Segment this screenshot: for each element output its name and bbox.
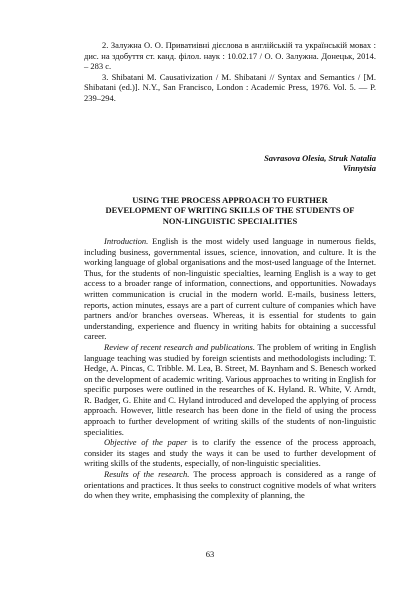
page-content <box>84 40 376 501</box>
paragraph-review <box>84 342 376 437</box>
title-line: DEVELOPMENT OF WRITING SKILLS OF THE STUDENTS OF <box>105 205 355 216</box>
page-number: 63 <box>205 549 215 559</box>
paragraph-text: English is the most widely used language in numerous fields, including business, governmental issues, science, innovation, and culture. It is the working language of global organisations and the most-used language of the Internet. Thus, for the students of non-linguistic specialties, learning English is a way to get access to a broader range of information, connections, and opportunities. Nowadays written communication is crucial in the modern world. E-mails, business letters, reports, action minutes, essays are a part of current culture of companies which have partners and/or branches overseas. Whereas, it is essential for students to gain understanding, experience and fluency in writing habits for obtaining a successful career. <box>84 235 376 342</box>
paragraph-text: The problem of writing in English language teaching was studied by foreign scientists and methodologists including: T. Hedge, A. Pincas, C. Tribble. M. Lea, B. Street, M. Baynham and S. Benesch worked on the development of academic writing. Various approaches to writing in English for specific purposes were outlined in the researches of K. Hyland. R. White, V. Arndt, R. Badger, G. Ehite and C. Hyland introduced and developed the applying of process approach. However, little research has been done in the field of using the process approach to further development of writing skills of the students of non-linguistic specialities. <box>84 341 376 437</box>
article-body <box>84 236 376 501</box>
paragraph-introduction <box>84 236 376 342</box>
reference-item: 3. Shibatani M. Causativization / M. Shibatani // Syntax and Semantics / [M. Shibatani (ed.)]. N.Y., San Francisco, London : Academic Press, 1976. Vol. 5. — P. 239–294. <box>84 71 376 103</box>
author-affiliation: Vinnytsia <box>342 163 376 174</box>
author-names: Savrasova Olesia, Struk Natalia <box>264 152 376 163</box>
paragraph-lead: Introduction. <box>104 235 149 246</box>
article-title <box>84 195 376 226</box>
references <box>84 40 376 104</box>
title-line: USING THE PROCESS APPROACH TO FURTHER <box>132 194 328 205</box>
paragraph-lead: Results of the research. <box>104 469 190 480</box>
reference-item: 2. Залужна О. О. Приватиівні дієслова в англійській та українській мовах : дис. на здобуття ст. канд. філол. наук : 10.02.17 / О. О. Залужна. Донецьк, 2014. – 283 с. <box>84 40 376 72</box>
paragraph-lead: Review of recent research and publications. <box>104 341 255 352</box>
paragraph-results <box>84 469 376 501</box>
author-block <box>84 153 376 174</box>
paragraph-objective <box>84 437 376 469</box>
paragraph-text: The process approach is considered as a range of orientations and practices. It thus seeks to construct cognitive models of what writers do when they write, emphasising the complexity of planning, the <box>84 469 376 501</box>
paragraph-lead: Objective of the paper <box>104 437 188 448</box>
title-line: NON-LINGUISTIC SPECIALITIES <box>162 215 298 226</box>
paragraph-text: is to clarify the essence of the process approach, consider its stages and study the ways it can be used to further development of writing skills of the students, especially, of non-linguistic specialities. <box>84 437 376 469</box>
